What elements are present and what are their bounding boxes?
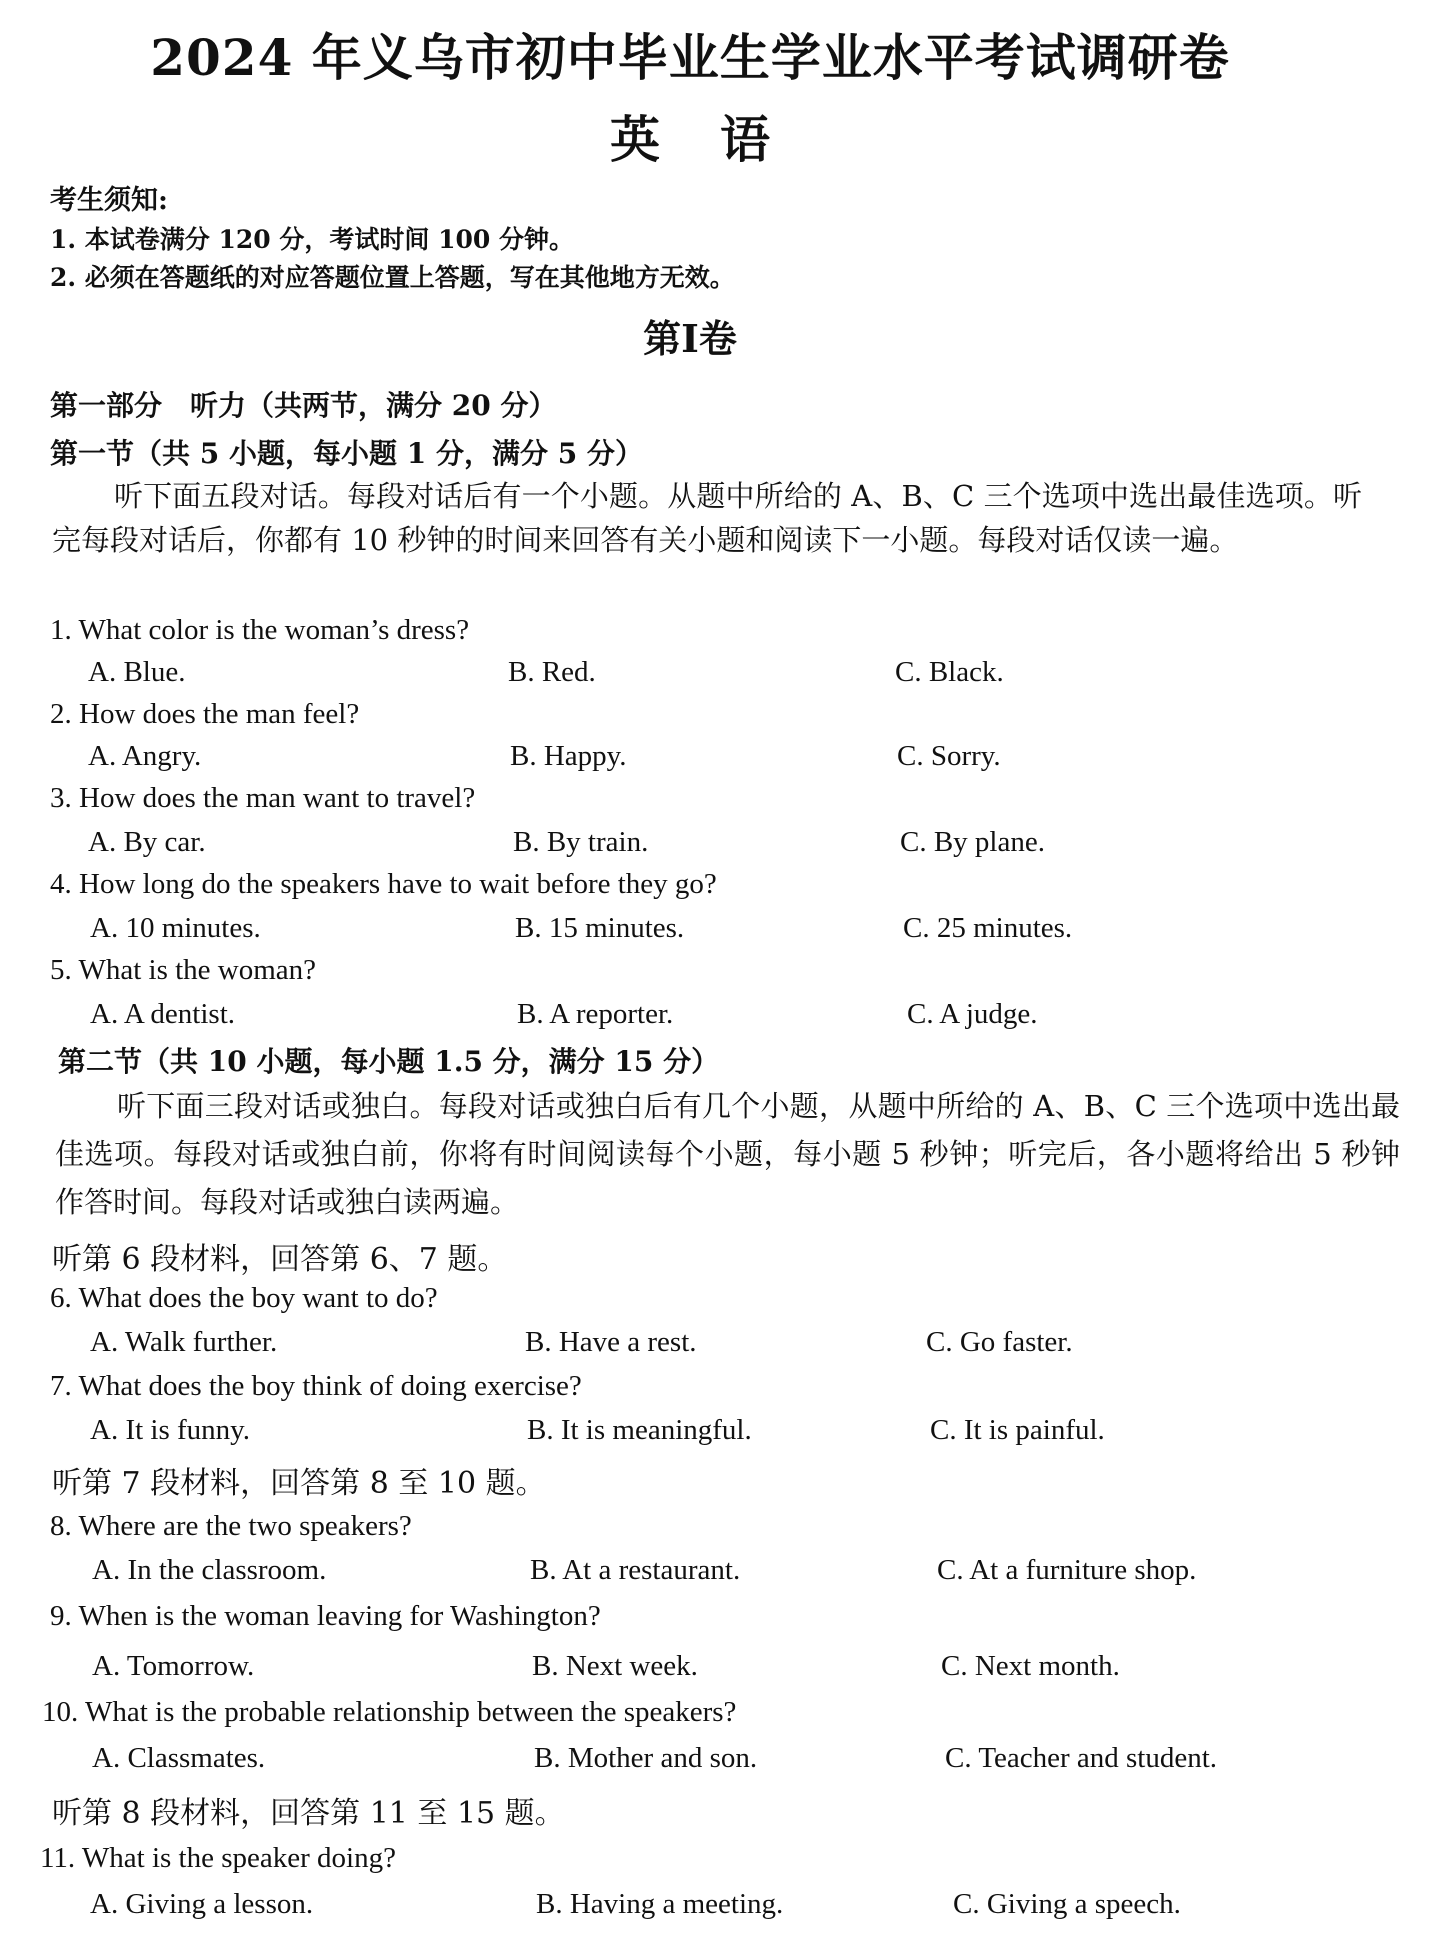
option-b: B. It is meaningful. (527, 1414, 752, 1446)
option-b: B. Red. (508, 656, 596, 688)
question-3: 3. How does the man want to travel? (50, 782, 476, 814)
option-a: A. Tomorrow. (92, 1650, 255, 1682)
option-b: B. Mother and son. (534, 1742, 758, 1774)
option-a: A. Classmates. (92, 1742, 266, 1774)
option-c: C. Giving a speech. (953, 1888, 1181, 1920)
option-a: A. Blue. (88, 656, 186, 688)
notice-item: 1. 本试卷满分 120 分，考试时间 100 分钟。 (50, 225, 574, 254)
option-c: C. Go faster. (926, 1326, 1073, 1358)
option-a: A. 10 minutes. (90, 912, 261, 944)
option-c: C. Black. (895, 656, 1004, 688)
question-8: 8. Where are the two speakers? (50, 1510, 412, 1542)
question-5: 5. What is the woman? (50, 954, 317, 986)
subject-title: 英语 (610, 110, 830, 169)
option-b: B. Next week. (532, 1650, 698, 1682)
option-b: B. A reporter. (517, 998, 674, 1030)
option-a: A. By car. (88, 826, 206, 858)
question-10: 10. What is the probable relationship between the speakers? (42, 1696, 737, 1728)
question-7: 7. What does the boy think of doing exercise? (50, 1370, 582, 1402)
option-b: B. At a restaurant. (530, 1554, 741, 1586)
notice-item: 2. 必须在答题纸的对应答题位置上答题，写在其他地方无效。 (50, 263, 735, 292)
option-a: A. In the classroom. (92, 1554, 327, 1586)
section2-instruction: 听下面三段对话或独白。每段对话或独白后有几个小题，从题中所给的 A、B、C 三个选项中选出最佳选项。每段对话或独白前，你将有时间阅读每个小题，每小题 5 秒钟；听完后，各小题将给出 5 秒钟作答时间。每段对话或独白读两遍。 (55, 1089, 1400, 1219)
option-c: C. 25 minutes. (903, 912, 1073, 944)
volume-heading: 第Ⅰ卷 (643, 316, 737, 361)
question-6: 6. What does the boy want to do? (50, 1282, 438, 1314)
option-a: A. Giving a lesson. (90, 1888, 314, 1920)
section1-instruction: 听下面五段对话。每段对话后有一个小题。从题中所给的 A、B、C 三个选项中选出最佳选项。听完每段对话后，你都有 10 秒钟的时间来回答有关小题和阅读下一小题。每段对话仅读一遍。 (52, 479, 1362, 557)
option-b: B. Have a rest. (525, 1326, 697, 1358)
notice-heading: 考生须知: (50, 185, 168, 216)
material-7-lead: 听第 7 段材料，回答第 8 至 10 题。 (52, 1466, 546, 1501)
section1-heading: 第一节（共 5 小题，每小题 1 分，满分 5 分） (50, 437, 643, 470)
option-c: C. Next month. (941, 1650, 1120, 1682)
question-11: 11. What is the speaker doing? (40, 1842, 396, 1874)
question-1: 1. What color is the woman’s dress? (50, 614, 470, 646)
exam-title: 2024 年义乌市初中毕业生学业水平考试调研卷 (150, 28, 1230, 87)
option-a: A. A dentist. (90, 998, 236, 1030)
option-a: A. Angry. (88, 740, 202, 772)
section2-heading: 第二节（共 10 小题，每小题 1.5 分，满分 15 分） (58, 1045, 720, 1078)
option-c: C. Teacher and student. (945, 1742, 1218, 1774)
material-8-lead: 听第 8 段材料，回答第 11 至 15 题。 (52, 1796, 565, 1831)
option-b: B. By train. (513, 826, 649, 858)
question-4: 4. How long do the speakers have to wait before they go? (50, 868, 717, 900)
option-c: C. Sorry. (897, 740, 1001, 772)
option-c: C. At a furniture shop. (937, 1554, 1197, 1586)
option-b: B. 15 minutes. (515, 912, 685, 944)
option-c: C. By plane. (900, 826, 1045, 858)
question-2: 2. How does the man feel? (50, 698, 360, 730)
option-b: B. Having a meeting. (536, 1888, 784, 1920)
option-c: C. It is painful. (930, 1414, 1105, 1446)
option-c: C. A judge. (907, 998, 1038, 1030)
option-a: A. It is funny. (90, 1414, 251, 1446)
option-a: A. Walk further. (90, 1326, 278, 1358)
part1-heading: 第一部分 听力（共两节，满分 20 分） (50, 389, 557, 422)
option-b: B. Happy. (510, 740, 627, 772)
question-9: 9. When is the woman leaving for Washington? (50, 1600, 601, 1632)
material-6-lead: 听第 6 段材料，回答第 6、7 题。 (52, 1242, 508, 1277)
